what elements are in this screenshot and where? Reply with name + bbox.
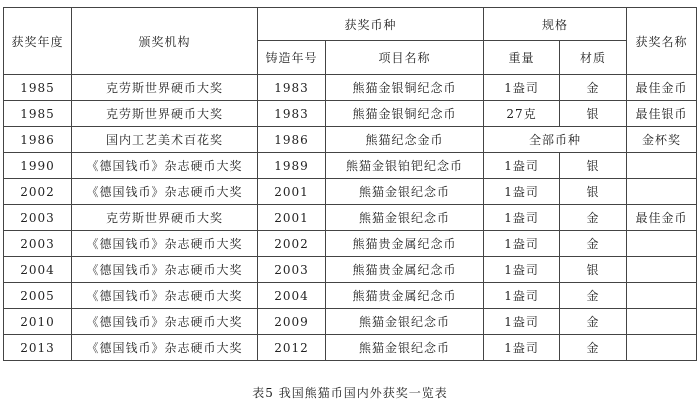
cell-item: 熊猫贵金属纪念币 [326, 257, 484, 283]
cell-item: 熊猫贵金属纪念币 [326, 283, 484, 309]
cell-award: 最佳银币 [627, 101, 697, 127]
cell-year: 1985 [4, 101, 72, 127]
cell-item: 熊猫金银铂钯纪念币 [326, 153, 484, 179]
cell-year: 2013 [4, 335, 72, 361]
cell-weight: 1盎司 [484, 205, 560, 231]
cell-award [627, 335, 697, 361]
cell-mint-year: 2004 [258, 283, 326, 309]
cell-spec-all: 全部币种 [484, 127, 627, 153]
cell-material: 金 [560, 335, 627, 361]
cell-item: 熊猫贵金属纪念币 [326, 231, 484, 257]
cell-year: 2004 [4, 257, 72, 283]
table-row [4, 205, 697, 231]
cell-material: 银 [560, 257, 627, 283]
cell-org: 《德国钱币》杂志硬币大奖 [72, 231, 258, 257]
cell-award [627, 179, 697, 205]
cell-award [627, 257, 697, 283]
cell-award [627, 309, 697, 335]
cell-item: 熊猫金银铜纪念币 [326, 101, 484, 127]
cell-mint-year: 1986 [258, 127, 326, 153]
cell-item: 熊猫金银纪念币 [326, 205, 484, 231]
cell-award: 金杯奖 [627, 127, 697, 153]
cell-award: 最佳金币 [627, 75, 697, 101]
cell-weight: 1盎司 [484, 283, 560, 309]
cell-material: 金 [560, 75, 627, 101]
cell-weight: 1盎司 [484, 231, 560, 257]
cell-org: 《德国钱币》杂志硬币大奖 [72, 283, 258, 309]
cell-year: 1985 [4, 75, 72, 101]
cell-weight: 1盎司 [484, 153, 560, 179]
cell-org: 《德国钱币》杂志硬币大奖 [72, 179, 258, 205]
table-row [4, 101, 697, 127]
cell-org: 《德国钱币》杂志硬币大奖 [72, 309, 258, 335]
cell-mint-year: 2012 [258, 335, 326, 361]
table-row [4, 309, 697, 335]
table-row [4, 231, 697, 257]
cell-mint-year: 2001 [258, 205, 326, 231]
cell-mint-year: 2002 [258, 231, 326, 257]
header-spec-group: 规格 [484, 8, 627, 41]
cell-org: 国内工艺美术百花奖 [72, 127, 258, 153]
cell-material: 银 [560, 153, 627, 179]
header-mint-year: 铸造年号 [258, 41, 326, 75]
cell-org: 《德国钱币》杂志硬币大奖 [72, 153, 258, 179]
header-material: 材质 [560, 41, 627, 75]
cell-mint-year: 1989 [258, 153, 326, 179]
cell-year: 1990 [4, 153, 72, 179]
header-year: 获奖年度 [4, 8, 72, 75]
cell-item: 熊猫金银纪念币 [326, 309, 484, 335]
table-row [4, 127, 697, 153]
cell-weight: 27克 [484, 101, 560, 127]
cell-material: 金 [560, 283, 627, 309]
table-row [4, 335, 697, 361]
cell-year: 2002 [4, 179, 72, 205]
cell-mint-year: 2003 [258, 257, 326, 283]
cell-item: 熊猫金银纪念币 [326, 335, 484, 361]
header-item-name: 项目名称 [326, 41, 484, 75]
cell-weight: 1盎司 [484, 75, 560, 101]
awards-table [3, 7, 697, 361]
cell-mint-year: 1983 [258, 75, 326, 101]
header-org: 颁奖机构 [72, 8, 258, 75]
table-row [4, 257, 697, 283]
table-row [4, 75, 697, 101]
table-caption: 表5 我国熊猫币国内外获奖一览表 [252, 386, 448, 400]
cell-award [627, 283, 697, 309]
table-row [4, 283, 697, 309]
cell-award [627, 231, 697, 257]
cell-year: 2005 [4, 283, 72, 309]
cell-award: 最佳金币 [627, 205, 697, 231]
cell-year: 2010 [4, 309, 72, 335]
cell-org: 《德国钱币》杂志硬币大奖 [72, 257, 258, 283]
cell-org: 克劳斯世界硬币大奖 [72, 75, 258, 101]
cell-item: 熊猫金银纪念币 [326, 179, 484, 205]
cell-material: 金 [560, 205, 627, 231]
cell-material: 金 [560, 231, 627, 257]
awards-table-container [3, 7, 696, 361]
cell-mint-year: 2001 [258, 179, 326, 205]
table-row [4, 153, 697, 179]
header-weight: 重量 [484, 41, 560, 75]
cell-item: 熊猫纪念金币 [326, 127, 484, 153]
cell-mint-year: 2009 [258, 309, 326, 335]
cell-mint-year: 1983 [258, 101, 326, 127]
cell-weight: 1盎司 [484, 309, 560, 335]
cell-org: 克劳斯世界硬币大奖 [72, 205, 258, 231]
cell-year: 1986 [4, 127, 72, 153]
cell-material: 银 [560, 179, 627, 205]
table-row [4, 179, 697, 205]
cell-item: 熊猫金银铜纪念币 [326, 75, 484, 101]
cell-material: 金 [560, 309, 627, 335]
header-award-name: 获奖名称 [627, 8, 697, 75]
header-coin-group: 获奖币种 [258, 8, 484, 41]
cell-weight: 1盎司 [484, 179, 560, 205]
cell-weight: 1盎司 [484, 257, 560, 283]
cell-year: 2003 [4, 231, 72, 257]
cell-org: 克劳斯世界硬币大奖 [72, 101, 258, 127]
cell-material: 银 [560, 101, 627, 127]
cell-year: 2003 [4, 205, 72, 231]
cell-award [627, 153, 697, 179]
cell-org: 《德国钱币》杂志硬币大奖 [72, 335, 258, 361]
cell-weight: 1盎司 [484, 335, 560, 361]
